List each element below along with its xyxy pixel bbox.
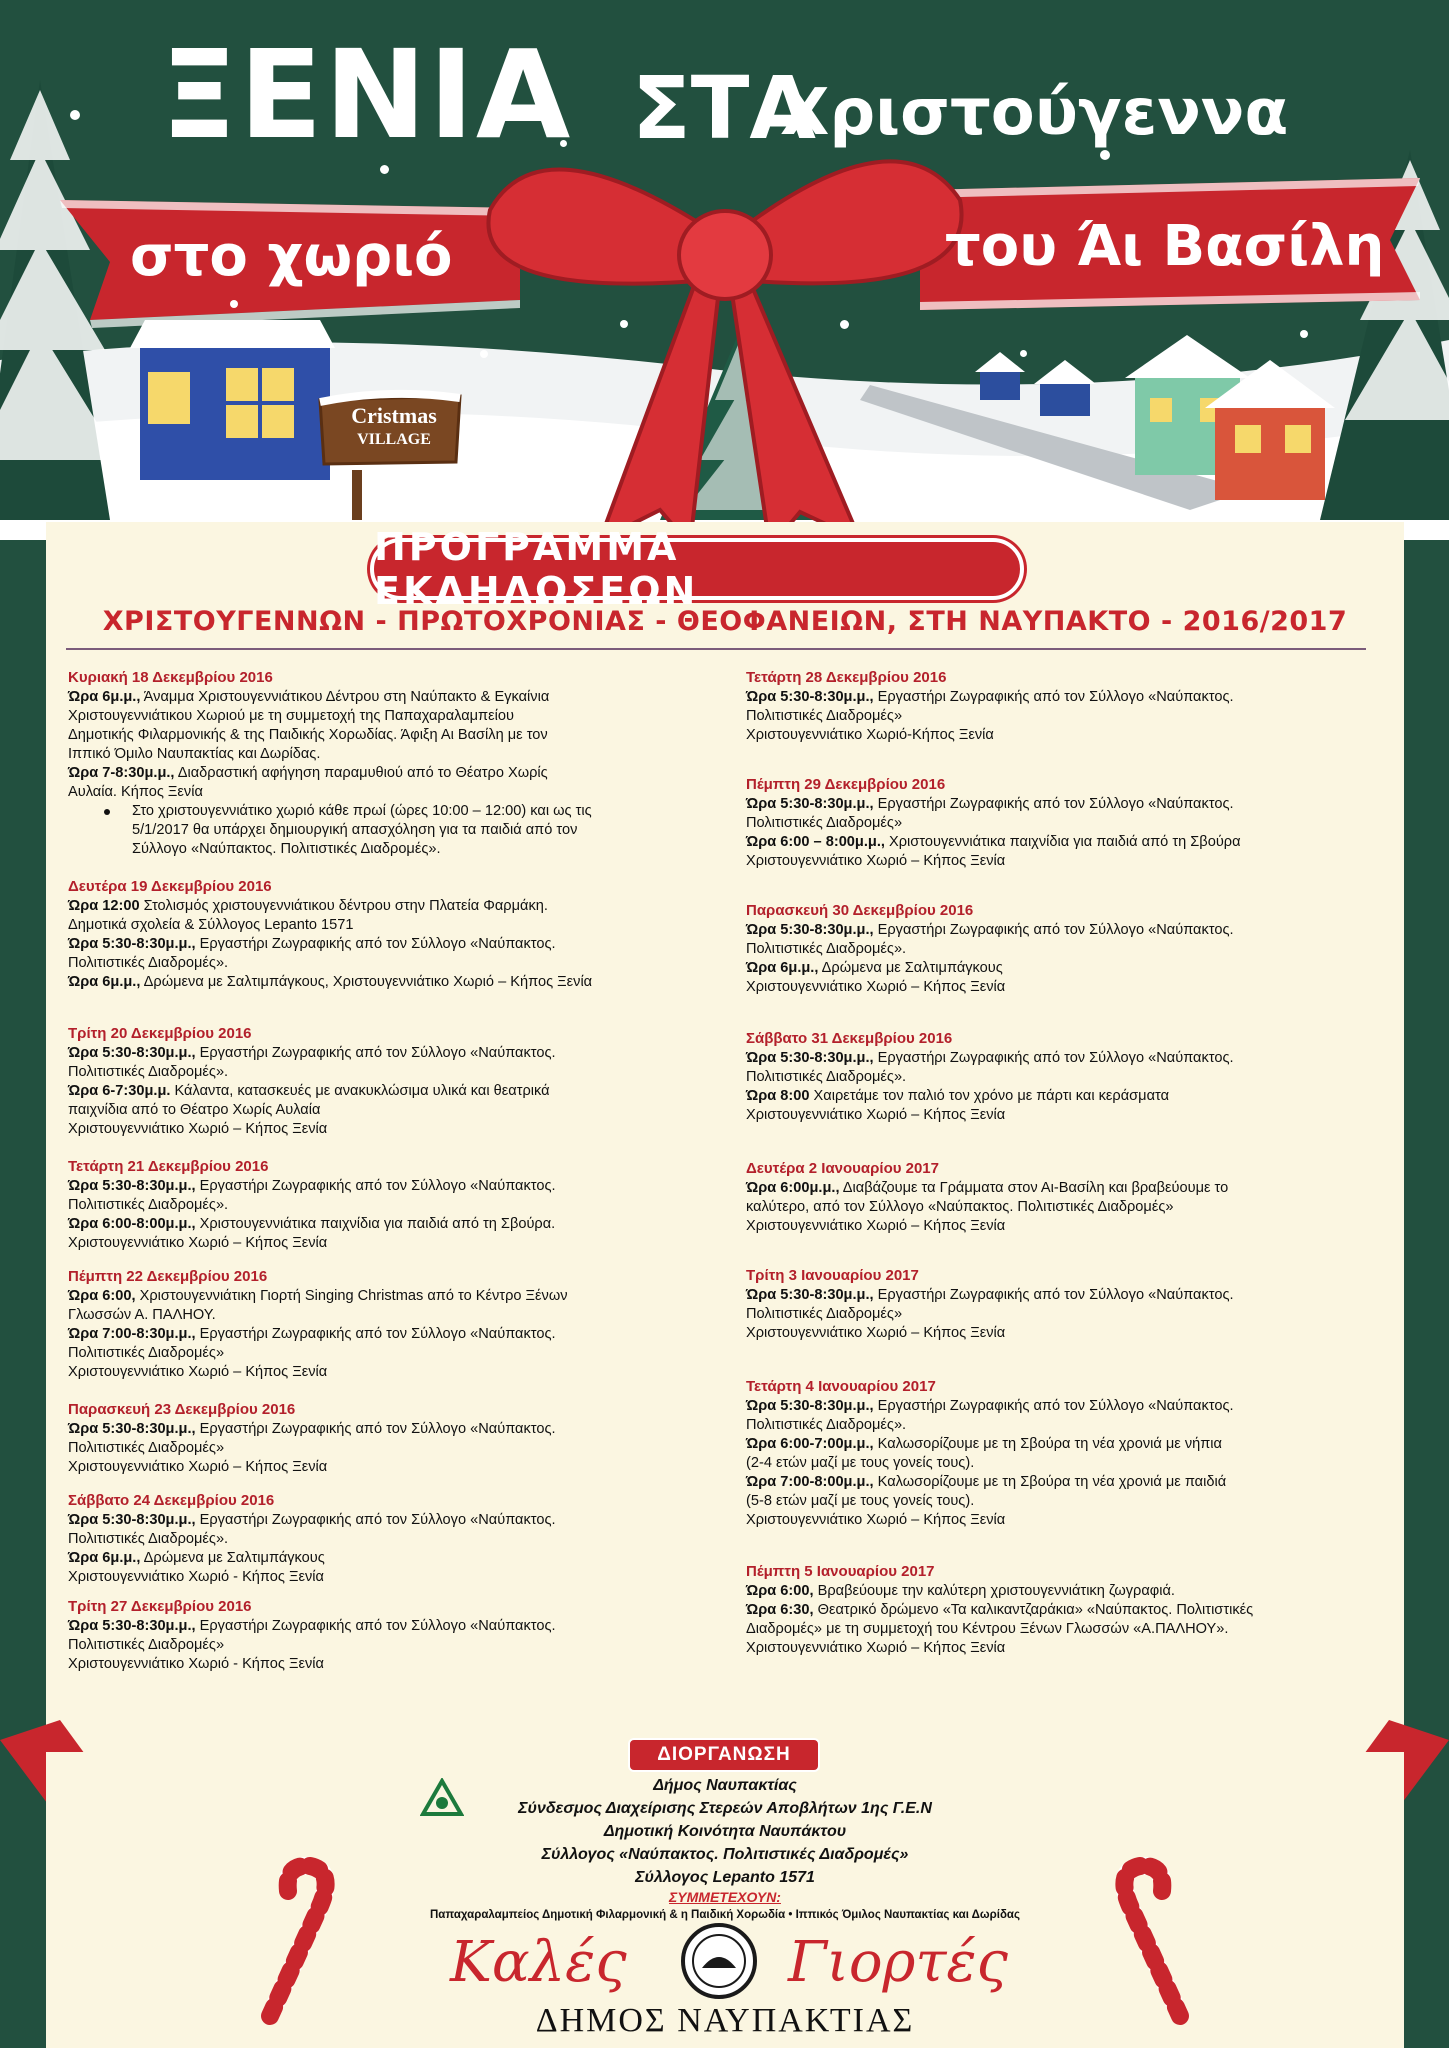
- event-line: Χριστουγεννιάτικο Χωριό – Κήπος Ξενία: [746, 853, 1006, 869]
- day-date: Κυριακή 18 Δεκεμβρίου 2016: [68, 669, 273, 686]
- day-entry: [68, 877, 702, 992]
- schedule-column-right: [746, 668, 1380, 1658]
- event-line: Χριστουγεννιάτικο Χωριό - Κήπος Ξενία: [68, 1656, 324, 1672]
- event-line: Χριστουγεννιάτικο Χωριό – Κήπος Ξενία: [68, 1364, 328, 1380]
- day-date: Δευτέρα 2 Ιανουαρίου 2017: [746, 1160, 939, 1177]
- day-date: Τετάρτη 4 Ιανουαρίου 2017: [746, 1378, 936, 1395]
- candy-cane-right-icon: [1090, 1856, 1200, 2026]
- time-label: Ώρα 6μ.μ.,: [68, 974, 141, 990]
- event-line: Χριστουγεννιάτικο Χωριό – Κήπος Ξενία: [746, 1107, 1006, 1123]
- day-entry: [68, 1400, 702, 1477]
- day-date: Πέμπτη 22 Δεκεμβρίου 2016: [68, 1268, 268, 1285]
- bullet-icon: [104, 809, 110, 815]
- event-line: Διαδρομές» με τη συμμετοχή του Κέντρου Ξένων Γλωσσών «Α.ΠΑΛΗΟΥ».: [746, 1621, 1229, 1637]
- event-line: Ώρα 5:30-8:30μ.μ., Εργαστήρι Ζωγραφικής από τον Σύλλογο «Ναύπακτος.: [68, 1045, 556, 1061]
- event-line: Πολιτιστικές Διαδρομές».: [68, 955, 229, 971]
- time-label: Ώρα 5:30-8:30μ.μ.,: [746, 1050, 874, 1066]
- time-label: Ώρα 8:00: [746, 1088, 814, 1104]
- day-entry: [746, 775, 1380, 871]
- day-date: Τετάρτη 28 Δεκεμβρίου 2016: [746, 669, 947, 686]
- time-label: Ώρα 6:00μ.μ.,: [746, 1180, 840, 1196]
- event-line: Ώρα 5:30-8:30μ.μ., Εργαστήρι Ζωγραφικής από τον Σύλλογο «Ναύπακτος.: [746, 796, 1234, 812]
- day-date: Πέμπτη 29 Δεκεμβρίου 2016: [746, 776, 946, 793]
- event-line: Χριστουγεννιάτικο Χωριό – Κήπος Ξενία: [68, 1235, 328, 1251]
- event-line: Ώρα 5:30-8:30μ.μ., Εργαστήρι Ζωγραφικής από τον Σύλλογο «Ναύπακτος.: [68, 1178, 556, 1194]
- organizer: Σύλλογος «Ναύπακτος. Πολιτιστικές Διαδρομές»: [541, 1846, 909, 1863]
- title-christmas: Χριστούγεννα: [780, 76, 1289, 150]
- event-line: Πολιτιστικές Διαδρομές»: [746, 815, 903, 831]
- time-label: Ώρα 6μ.μ.,: [68, 1550, 141, 1566]
- snowflake: [840, 320, 849, 329]
- event-line: παιχνίδια από το Θέατρο Χωρίς Αυλαία: [68, 1102, 321, 1118]
- event-line: Χριστουγεννιάτικο Χωριό – Κήπος Ξενία: [746, 1218, 1006, 1234]
- time-label: Ώρα 5:30-8:30μ.μ.,: [746, 1287, 874, 1303]
- time-label: Ώρα 5:30-8:30μ.μ.,: [746, 1398, 874, 1414]
- bullet-text: Στο χριστουγεννιάτικο χωριό κάθε πρωί (ώρες 10:00 – 12:00) και ως τις: [132, 803, 592, 819]
- greeting-word-1: Καλές: [450, 1930, 627, 1995]
- title-sta: ΣΤΑ: [632, 59, 816, 159]
- organizer: Σύνδεσμος Διαχείρισης Στερεών Αποβλήτων 1ης Γ.Ε.Ν: [518, 1800, 932, 1817]
- event-line: Ώρα 5:30-8:30μ.μ., Εργαστήρι Ζωγραφικής από τον Σύλλογο «Ναύπακτος.: [746, 1287, 1234, 1303]
- organizer: Δήμος Ναυπακτίας: [653, 1777, 797, 1794]
- day-date: Τρίτη 27 Δεκεμβρίου 2016: [68, 1598, 252, 1615]
- event-line: Ώρα 6:00, Βραβεύουμε την καλύτερη χριστουγεννιάτικη ζωγραφιά.: [746, 1583, 1175, 1599]
- event-line: Πολιτιστικές Διαδρομές»: [746, 708, 903, 724]
- organization-label-text: ΔΙΟΡΓΑΝΩΣΗ: [657, 1744, 791, 1765]
- organizer: Δημοτική Κοινότητα Ναυπάκτου: [603, 1823, 847, 1840]
- time-label: Ώρα 5:30-8:30μ.μ.,: [68, 1512, 196, 1528]
- candy-cane-left-icon: [250, 1856, 360, 2026]
- event-line: Ώρα 6:00-8:00μ.μ., Χριστουγεννιάτικα παιχνίδια για παιδιά από τη Σβούρα.: [68, 1216, 556, 1232]
- day-entry: [68, 1157, 702, 1253]
- event-line: Ώρα 5:30-8:30μ.μ., Εργαστήρι Ζωγραφικής από τον Σύλλογο «Ναύπακτος.: [746, 689, 1234, 705]
- event-line: Χριστουγεννιάτικο Χωριό-Κήπος Ξενία: [746, 727, 994, 743]
- event-line: Χριστουγεννιάτικο Χωριό – Κήπος Ξενία: [746, 1640, 1006, 1656]
- schedule-column-left: [68, 668, 702, 1674]
- municipality-seal-icon: [680, 1922, 758, 2000]
- day-date: Τρίτη 3 Ιανουαρίου 2017: [746, 1267, 919, 1284]
- event-line: Ώρα 5:30-8:30μ.μ., Εργαστήρι Ζωγραφικής από τον Σύλλογο «Ναύπακτος.: [68, 936, 556, 952]
- event-line: Ώρα 5:30-8:30μ.μ., Εργαστήρι Ζωγραφικής από τον Σύλλογο «Ναύπακτος.: [68, 1618, 556, 1634]
- event-line: Χριστουγεννιάτικο Χωριό – Κήπος Ξενία: [68, 1121, 328, 1137]
- time-label: Ώρα 12:00: [68, 898, 144, 914]
- time-label: Ώρα 5:30-8:30μ.μ.,: [68, 936, 196, 952]
- day-date: Πέμπτη 5 Ιανουαρίου 2017: [746, 1563, 935, 1580]
- event-line: Ώρα 6:00-7:00μ.μ., Καλωσορίζουμε με τη Σβούρα τη νέα χρονιά με νήπια: [746, 1436, 1222, 1452]
- event-line: Χριστουγεννιάτικο Χωριό – Κήπος Ξενία: [746, 1512, 1006, 1528]
- event-line: Ώρα 6:00 – 8:00μ.μ., Χριστουγεννιάτικα παιχνίδια για παιδιά από τη Σβούρα: [746, 834, 1241, 850]
- time-label: Ώρα 7:00-8:30μ.μ.,: [68, 1326, 196, 1342]
- organizers-list: [300, 1774, 1150, 1889]
- event-line: Πολιτιστικές Διαδρομές».: [746, 941, 907, 957]
- event-line: Χριστουγεννιάτικο Χωριό – Κήπος Ξενία: [68, 1459, 328, 1475]
- time-label: Ώρα 5:30-8:30μ.μ.,: [746, 689, 874, 705]
- event-line: Ώρα 6μ.μ., Δρώμενα με Σαλτιμπάγκους: [746, 960, 1003, 976]
- event-line: Ώρα 5:30-8:30μ.μ., Εργαστήρι Ζωγραφικής από τον Σύλλογο «Ναύπακτος.: [746, 922, 1234, 938]
- organization-label: [628, 1738, 820, 1772]
- time-label: Ώρα 5:30-8:30μ.μ.,: [746, 922, 874, 938]
- event-line: Ώρα 6:30, Θεατρικό δρώμενο «Τα καλικαντζαράκια» «Ναύπακτος. Πολιτιστικές: [746, 1602, 1254, 1618]
- event-line: Χριστουγεννιάτικο Χωριό – Κήπος Ξενία: [746, 979, 1006, 995]
- divider: [66, 648, 1366, 650]
- event-line: (2-4 ετών μαζί με τους γονείς τους).: [746, 1455, 975, 1471]
- time-label: Ώρα 6-7:30μ.μ.: [68, 1083, 175, 1099]
- day-entry: [746, 668, 1380, 745]
- title-xenia: ΞΕΝΙΑ: [160, 24, 573, 166]
- event-line: Χριστουγεννιάτικο Χωριό - Κήπος Ξενία: [68, 1569, 324, 1585]
- day-entry: [746, 1159, 1380, 1236]
- event-line: Πολιτιστικές Διαδρομές»: [68, 1637, 225, 1653]
- event-line: Ώρα 5:30-8:30μ.μ., Εργαστήρι Ζωγραφικής από τον Σύλλογο «Ναύπακτος.: [746, 1398, 1234, 1414]
- event-line: Ώρα 6:00, Χριστουγεννιάτικη Γιορτή Singing Christmas από το Κέντρο Ξένων: [68, 1288, 568, 1304]
- event-line: Πολιτιστικές Διαδρομές».: [68, 1531, 229, 1547]
- event-line: Ώρα 7-8:30μ.μ., Διαδραστική αφήγηση παραμυθιού από το Θέατρο Χωρίς: [68, 765, 548, 781]
- snowflake: [70, 110, 80, 120]
- time-label: Ώρα 6:00-7:00μ.μ.,: [746, 1436, 874, 1452]
- day-entry: [746, 901, 1380, 997]
- day-entry: [746, 1029, 1380, 1125]
- day-entry: [68, 1267, 702, 1382]
- title-block: [160, 20, 1320, 170]
- time-label: Ώρα 5:30-8:30μ.μ.,: [746, 796, 874, 812]
- program-subtitle: ΧΡΙΣΤΟΥΓΕΝΝΩΝ - ΠΡΩΤΟΧΡΟΝΙΑΣ - ΘΕΟΦΑΝΕΙΩΝ, ΣΤΗ ΝΑΥΠΑΚΤΟ - 2016/2017: [102, 606, 1348, 637]
- event-line: Ιππικό Όμιλο Ναυπακτίας και Δωρίδας.: [68, 746, 321, 762]
- time-label: Ώρα 7-8:30μ.μ.,: [68, 765, 175, 781]
- day-date: Παρασκευή 30 Δεκεμβρίου 2016: [746, 902, 974, 919]
- organizer: Σύλλογος Lepanto 1571: [635, 1869, 815, 1886]
- event-line: Ώρα 6μ.μ., Δρώμενα με Σαλτιμπάγκους, Χριστουγεννιάτικο Χωριό – Κήπος Ξενία: [68, 974, 593, 990]
- snowflake: [1020, 350, 1027, 357]
- event-line: Ώρα 5:30-8:30μ.μ., Εργαστήρι Ζωγραφικής από τον Σύλλογο «Ναύπακτος.: [68, 1512, 556, 1528]
- time-label: Ώρα 6:30,: [746, 1602, 814, 1618]
- event-line: καλύτερο, από τον Σύλλογο «Ναύπακτος. Πολιτιστικές Διαδρομές»: [746, 1199, 1174, 1215]
- greeting-word-2: Γιορτές: [788, 1930, 1008, 1995]
- sign-line-2: VILLAGE: [357, 431, 431, 448]
- participants-list: Παπαχαραλαμπείος Δημοτική Φιλαρμονική & η Παιδική Χορωδία • Ιππικός Όμιλος Ναυπακτίας και Δωρίδας: [430, 1909, 1020, 1921]
- house-icon: [130, 320, 335, 480]
- day-entry: [68, 1597, 702, 1674]
- event-line: Ώρα 5:30-8:30μ.μ., Εργαστήρι Ζωγραφικής από τον Σύλλογο «Ναύπακτος.: [746, 1050, 1234, 1066]
- event-line: Ώρα 12:00 Στολισμός χριστουγεννιάτικου δέντρου στην Πλατεία Φαρμάκη.: [68, 898, 548, 914]
- event-line: Πολιτιστικές Διαδρομές».: [746, 1417, 907, 1433]
- event-line: (5-8 ετών μαζί με τους γονείς τους).: [746, 1493, 975, 1509]
- time-label: Ώρα 6:00,: [746, 1583, 814, 1599]
- day-date: Δευτέρα 19 Δεκεμβρίου 2016: [68, 878, 272, 895]
- participants-block: [300, 1888, 1150, 1924]
- event-line: Χριστουγεννιάτικο Χωριό – Κήπος Ξενία: [746, 1325, 1006, 1341]
- time-label: Ώρα 6:00-8:00μ.μ.,: [68, 1216, 196, 1232]
- day-entry: [746, 1266, 1380, 1343]
- day-entry: [68, 1491, 702, 1587]
- event-line: Πολιτιστικές Διαδρομές».: [68, 1197, 229, 1213]
- snowflake: [620, 320, 628, 328]
- participants-label: ΣΥΜΜΕΤΕΧΟΥΝ:: [669, 1889, 781, 1905]
- time-label: Ώρα 6:00 – 8:00μ.μ.,: [746, 834, 885, 850]
- event-line: Ώρα 6μ.μ., Άναμμα Χριστουγεννιάτικου Δέντρου στη Ναύπακτο & Εγκαίνια: [68, 689, 550, 705]
- event-line: Ώρα 6μ.μ., Δρώμενα με Σαλτιμπάγκους: [68, 1550, 325, 1566]
- event-line: Αυλαία. Κήπος Ξενία: [68, 784, 203, 800]
- event-line: Ώρα 5:30-8:30μ.μ., Εργαστήρι Ζωγραφικής από τον Σύλλογο «Ναύπακτος.: [68, 1421, 556, 1437]
- day-date: Σάββατο 24 Δεκεμβρίου 2016: [68, 1492, 275, 1509]
- time-label: Ώρα 5:30-8:30μ.μ.,: [68, 1618, 196, 1634]
- event-line: Ώρα 7:00-8:30μ.μ., Εργαστήρι Ζωγραφικής από τον Σύλλογο «Ναύπακτος.: [68, 1326, 556, 1342]
- event-line: Δημοτικά σχολεία & Σύλλογος Lepanto 1571: [68, 917, 354, 933]
- bullet-line: [68, 802, 702, 821]
- event-line: Ώρα 6:00μ.μ., Διαβάζουμε τα Γράμματα στον Αι-Βασίλη και βραβεύουμε το: [746, 1180, 1229, 1196]
- event-line: Πολιτιστικές Διαδρομές»: [746, 1306, 903, 1322]
- event-line: Γλωσσών Α. ΠΑΛΗΟΥ.: [68, 1307, 216, 1323]
- day-entry: [68, 1024, 702, 1139]
- event-line: Πολιτιστικές Διαδρομές».: [68, 1064, 229, 1080]
- event-line: Ώρα 7:00-8:00μ.μ., Καλωσορίζουμε με τη Σβούρα τη νέα χρονιά με παιδιά: [746, 1474, 1227, 1490]
- municipality-name: ΔΗΜΟΣ ΝΑΥΠΑΚΤΙΑΣ: [535, 2002, 915, 2039]
- day-entry: [746, 1377, 1380, 1530]
- day-date: Τρίτη 20 Δεκεμβρίου 2016: [68, 1025, 252, 1042]
- snowflake: [480, 350, 488, 358]
- time-label: Ώρα 5:30-8:30μ.μ.,: [68, 1178, 196, 1194]
- time-label: Ώρα 7:00-8:00μ.μ.,: [746, 1474, 874, 1490]
- event-line: Ώρα 6-7:30μ.μ. Κάλαντα, κατασκευές με ανακυκλώσιμα υλικά και θεατρικά: [68, 1083, 550, 1099]
- program-title: ΠΡΟΓΡΑΜΜΑ ΕΚΔΗΛΩΣΕΩΝ: [374, 525, 699, 613]
- day-date: Τετάρτη 21 Δεκεμβρίου 2016: [68, 1158, 269, 1175]
- day-entry: [68, 668, 702, 859]
- program-banner: [370, 525, 1024, 613]
- ribbon-left-text: στο χωριό: [130, 224, 453, 289]
- sign-text: [332, 404, 456, 452]
- event-line: Πολιτιστικές Διαδρομές»: [68, 1345, 225, 1361]
- event-line: Πολιτιστικές Διαδρομές».: [746, 1069, 907, 1085]
- bullet-line: 5/1/2017 θα υπάρχει δημιουργική απασχόληση για τα παιδιά από τον: [132, 822, 578, 838]
- event-line: Δημοτικής Φιλαρμονικής & της Παιδικής Χορωδίας. Άφιξη Αι Βασίλη με τον: [68, 727, 548, 743]
- day-entry: [746, 1562, 1380, 1658]
- sign-line-1: Cristmas: [351, 403, 437, 428]
- ribbon-right-text: του Άι Βασίλη: [945, 214, 1385, 279]
- event-line: Πολιτιστικές Διαδρομές»: [68, 1440, 225, 1456]
- time-label: Ώρα 6μ.μ.,: [68, 689, 141, 705]
- snowflake: [230, 300, 238, 308]
- event-line: Ώρα 8:00 Χαιρετάμε τον παλιό τον χρόνο με πάρτι και κεράσματα: [746, 1088, 1170, 1104]
- time-label: Ώρα 6:00,: [68, 1288, 136, 1304]
- day-date: Παρασκευή 23 Δεκεμβρίου 2016: [68, 1401, 296, 1418]
- time-label: Ώρα 5:30-8:30μ.μ.,: [68, 1421, 196, 1437]
- time-label: Ώρα 6μ.μ.,: [746, 960, 819, 976]
- time-label: Ώρα 5:30-8:30μ.μ.,: [68, 1045, 196, 1061]
- day-date: Σάββατο 31 Δεκεμβρίου 2016: [746, 1030, 953, 1047]
- snowflake: [1300, 330, 1308, 338]
- event-line: Χριστουγεννιάτικου Χωριού με τη συμμετοχή της Παπαχαραλαμπείου: [68, 708, 514, 724]
- bullet-line: Σύλλογο «Ναύπακτος. Πολιτιστικές Διαδρομές».: [132, 841, 441, 857]
